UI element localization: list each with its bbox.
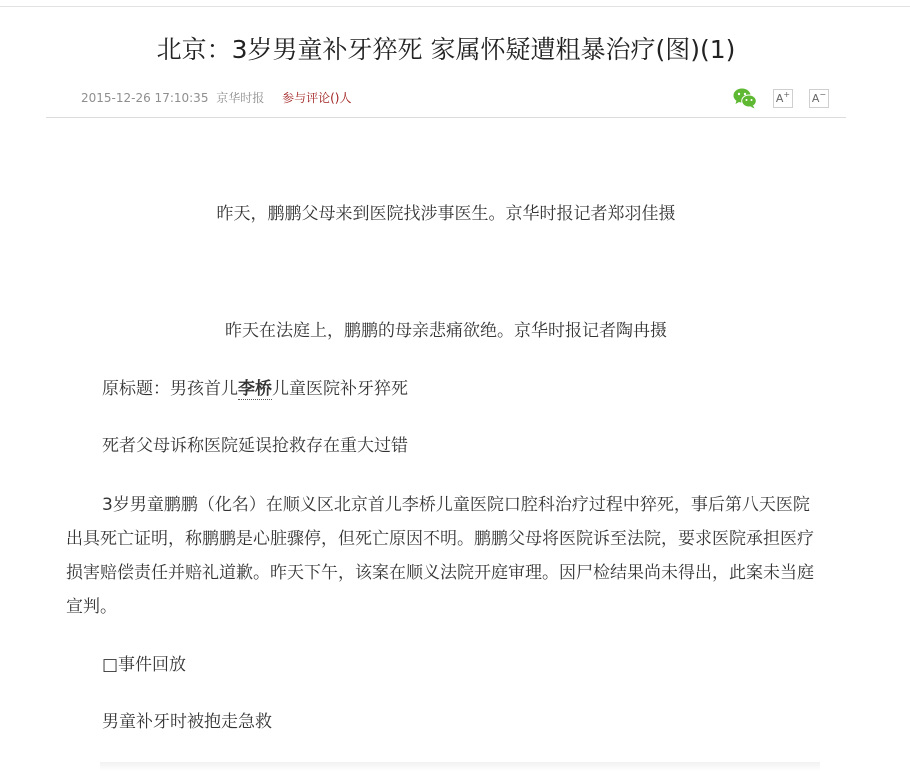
article-title: 北京：3岁男童补牙猝死 家属怀疑遭粗暴治疗(图)(1) (156, 35, 736, 64)
original-title-prefix: 原标题：男孩首儿 (102, 379, 238, 399)
article-source[interactable]: 京华时报 (216, 91, 265, 105)
header-divider (46, 117, 846, 118)
keyword-link[interactable]: 李桥 (238, 379, 272, 399)
section-heading-text: □事件回放 (102, 655, 187, 675)
next-line-fade (100, 762, 820, 771)
publish-date: 2015-12-26 17:10:35 (81, 91, 209, 105)
font-increase-button[interactable]: A+ (773, 89, 793, 108)
photo-caption-2: 昨天在法庭上，鹏鹏的母亲悲痛欲绝。京华时报记者陶冉摄 (225, 321, 667, 341)
comments-link[interactable]: 参与评论()人 (282, 91, 352, 105)
top-divider (0, 0, 910, 7)
subtitle-paragraph (66, 429, 826, 463)
wechat-share-icon[interactable] (733, 87, 757, 109)
subtitle-text: 死者父母诉称医院延误抢救存在重大过错 (102, 436, 408, 456)
lead-paragraph (66, 488, 826, 624)
font-decrease-button[interactable]: A− (809, 89, 829, 108)
original-title-suffix: 儿童医院补牙猝死 (272, 379, 408, 399)
original-title-paragraph (66, 372, 826, 406)
section-heading (66, 648, 826, 682)
section-subheading-text: 男童补牙时被抱走急救 (102, 712, 272, 732)
article-tools (733, 87, 829, 109)
lead-text: 3岁男童鹏鹏（化名）在顺义区北京首儿李桥儿童医院口腔科治疗过程中猝死，事后第八天医院出具死亡证明，称鹏鹏是心脏骤停，但死亡原因不明。鹏鹏父母将医院诉至法院，要求医院承担医疗损害赔偿责任并赔礼道歉。昨天下午，该案在顺义法院开庭审理。因尸检结果尚未得出，此案未当庭宣判。 (66, 495, 814, 617)
article-meta (81, 90, 356, 106)
photo-caption-1: 昨天，鹏鹏父母来到医院找涉事医生。京华时报记者郑羽佳摄 (216, 204, 676, 224)
section-subheading (66, 705, 826, 739)
